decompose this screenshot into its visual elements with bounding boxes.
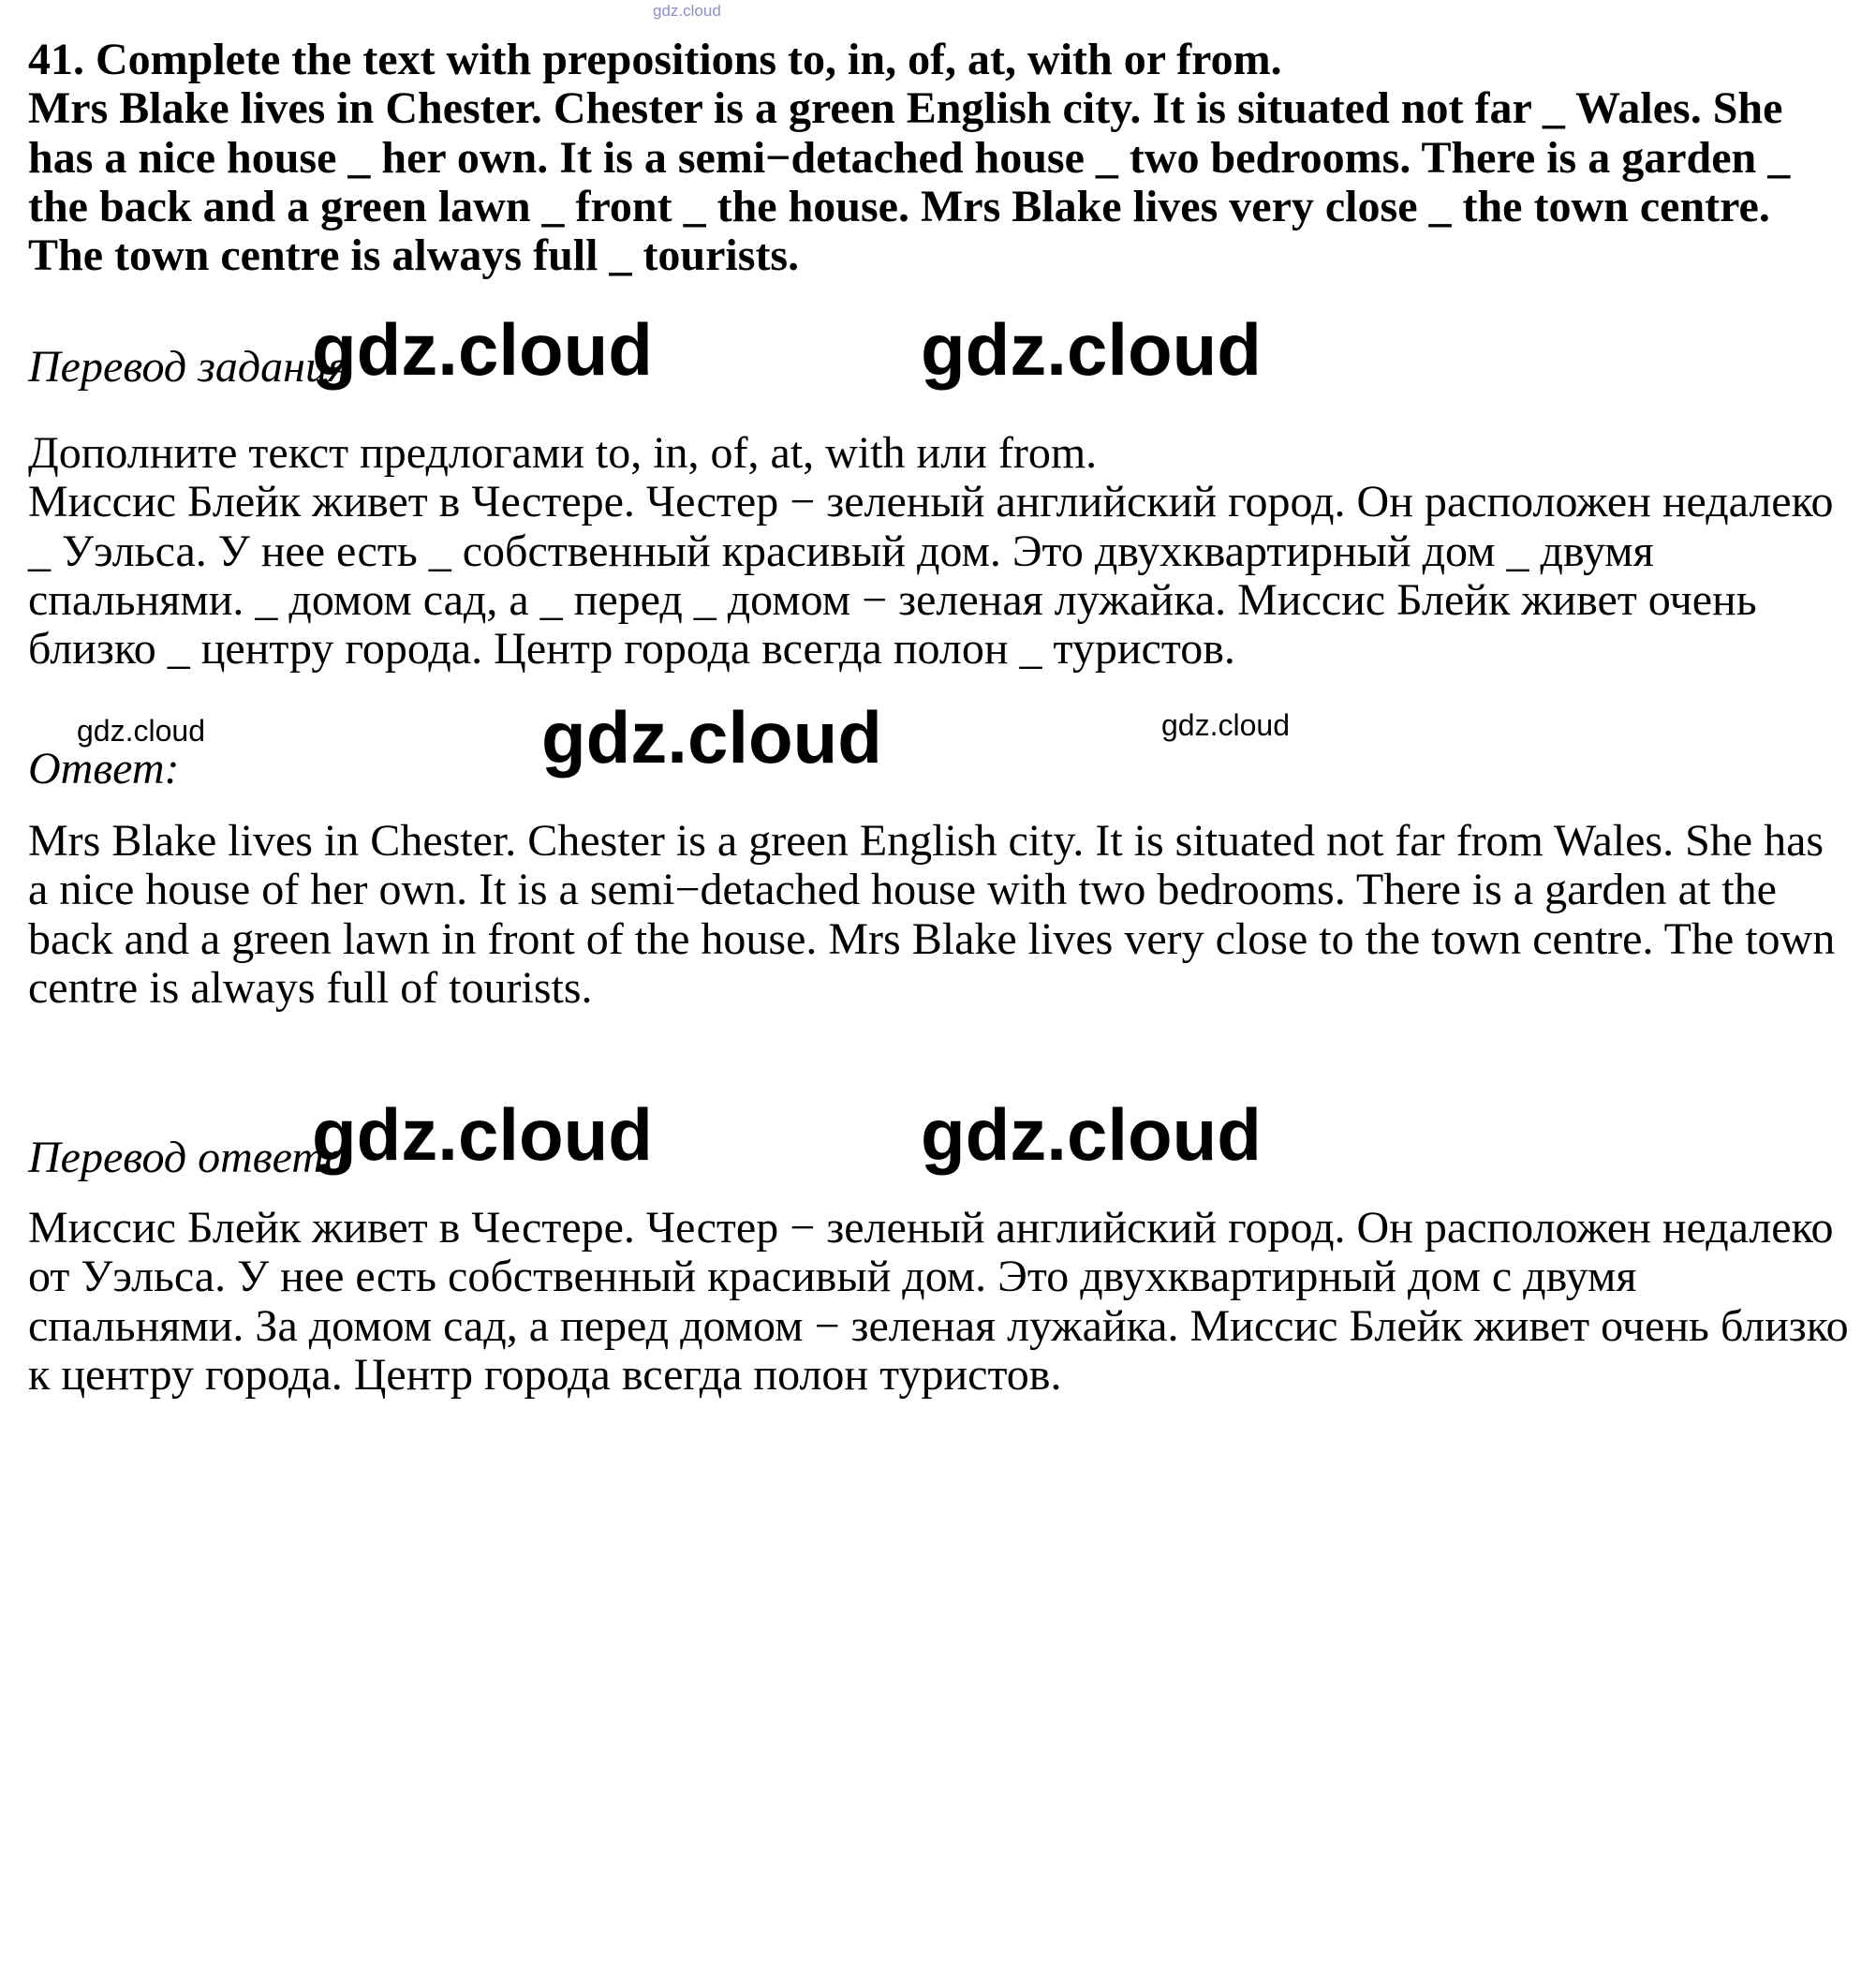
task-translation-intro: Дополните текст предлогами to, in, of, at, with или from. [28,428,1098,478]
watermark-row2-center: gdz.cloud [541,696,882,778]
watermark-row3-right: gdz.cloud [921,1093,1262,1176]
answer-translation-section [28,1204,1850,1400]
watermark-row3-left: gdz.cloud [312,1093,653,1176]
watermark-row1-left: gdz.cloud [312,308,653,391]
watermark-row2-right: gdz.cloud [1161,708,1290,742]
answer-body: Mrs Blake lives in Chester. Chester is a green English city. It is situated not far from Wales. She has a nice house of her own. It is a semi−detached house with two bedrooms. There is a garden at the back and a green lawn in front of the house. Mrs Blake lives very close to the town centre. The town centre is always full of tourists. [28,816,1836,1013]
task-translation-section [28,429,1850,675]
task-translation-body: Миссис Блейк живет в Честере. Честер − зеленый английский город. Он расположен недалеко _ Уэльса. У нее есть _ собственный красивый дом. Это двухквартирный дом _ двумя спальнями. _ домом сад, а _ перед _ домом − зеленая лужайка. Миссис Блейк живет очень близко _ центру города. Центр города всегда полон _ туристов. [28,477,1834,675]
watermark-row1-right: gdz.cloud [921,308,1262,391]
task-section [28,36,1850,281]
answer-section [28,817,1850,1013]
answer-translation-label: Перевод ответа [28,1133,347,1182]
task-title: 41. Complete the text with prepositions to, in, of, at, with or from. [28,35,1282,84]
task-body: Mrs Blake lives in Chester. Chester is a green English city. It is situated not far _ Wales. She has a nice house _ her own. It is a semi−detached house _ two bedrooms. There is a garden _ the back and a green lawn _ front _ the house. Mrs Blake lives very close _ the town centre. The town centre is always full _ tourists. [28,83,1791,281]
watermark-row2-left: gdz.cloud [77,714,205,748]
answer-label: Ответ: [28,744,180,793]
task-translation-label: Перевод задания [28,342,349,392]
watermark-top: gdz.cloud [653,2,721,20]
answer-translation-body: Миссис Блейк живет в Честере. Честер − зеленый английский город. Он расположен недалеко от Уэльса. У нее есть собственный красивый дом. Это двухквартирный дом с двумя спальнями. За домом сад, а перед домом − зеленая лужайка. Миссис Блейк живет очень близко к центру города. Центр города всегда полон туристов. [28,1203,1849,1400]
